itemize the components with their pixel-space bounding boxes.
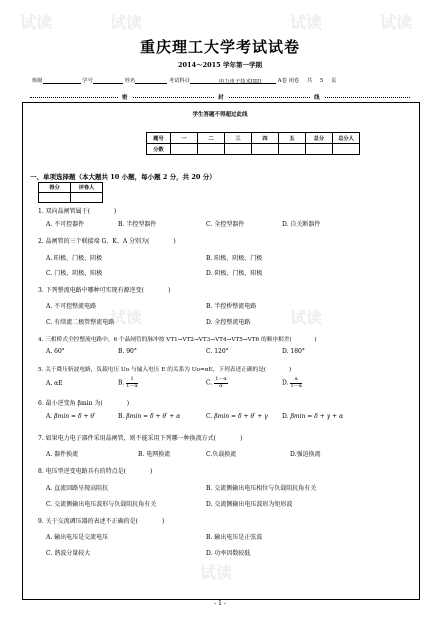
seal-line: [30, 94, 410, 100]
paper-type: A卷: [277, 78, 287, 84]
option[interactable]: A. 器件换流: [46, 451, 79, 458]
score-header: 三: [225, 133, 252, 144]
question-stem: 5. 关于降压斩波电路，负载电压 Uo 与输入电压 E 的关系为 Uo=αE，下列表述正确的是( ): [38, 367, 292, 373]
semester: 2014～2015 学年第一学期: [178, 61, 262, 69]
option[interactable]: D.强迫换流: [290, 451, 321, 458]
answer-notice: 学生答题不得超过此线: [192, 112, 248, 118]
score-header: 五: [279, 133, 306, 144]
option-label: C.: [206, 379, 213, 387]
option[interactable]: B. 电网换流: [138, 451, 171, 458]
option[interactable]: C. 门极、阴极、阳极: [46, 270, 103, 277]
option[interactable]: B. 交流侧输出电压相位与负载阻抗角有关: [206, 485, 317, 492]
question-stem: 6. 最小逆变角 βmin 为( ): [38, 400, 130, 407]
score-cell[interactable]: [306, 144, 333, 155]
option[interactable]: D. 功率因数较低: [206, 550, 251, 557]
question-stem: 3. 下列整流电路中哪种可实现有源逆变( ): [38, 287, 171, 294]
watermark: 试读: [110, 13, 143, 32]
page-count: 5: [319, 78, 324, 84]
score-cell[interactable]: [252, 144, 279, 155]
score-cell[interactable]: [333, 144, 360, 155]
page-number: - 1 -: [214, 600, 226, 607]
fraction: $\frac{1-\alpha}{\alpha}$: [215, 376, 227, 389]
option[interactable]: [206, 377, 228, 389]
name-field[interactable]: [135, 77, 167, 84]
option[interactable]: C.负载换流: [206, 451, 237, 458]
option-label: D.: [282, 379, 289, 387]
score-cell[interactable]: [171, 144, 198, 155]
grader-box: [38, 182, 103, 203]
score-header: 一: [171, 133, 198, 144]
class-field[interactable]: [43, 77, 81, 84]
pages-suffix: 页: [330, 78, 337, 84]
option[interactable]: A. 输出电压是交流电压: [46, 534, 109, 541]
option[interactable]: A. βmin = δ + θ′: [46, 413, 96, 420]
option[interactable]: C. βmin = δ + θ′ + γ: [206, 413, 268, 420]
option[interactable]: B. 90°: [118, 348, 137, 355]
watermark: 试读: [200, 563, 233, 582]
score-header: 二: [198, 133, 225, 144]
subject-value: 电力电子技术[III]: [204, 77, 276, 84]
fraction: $\frac{\alpha}{1-\alpha}$: [290, 376, 302, 389]
score-header: 总分人: [333, 133, 360, 144]
option[interactable]: B. 输出电压是正弦波: [206, 534, 263, 541]
option[interactable]: C. 全控型器件: [206, 221, 245, 228]
watermark: 试读: [380, 13, 413, 32]
score-cell[interactable]: [225, 144, 252, 155]
option[interactable]: B. βmin = δ + θ′ + α: [118, 413, 181, 420]
score-row-label: 分数: [147, 144, 171, 155]
question-stem: 2. 晶闸管的三个联接端 G、K、A 分别为( ): [38, 238, 176, 245]
grader-header: 评卷人: [71, 183, 103, 193]
option[interactable]: D. 交流侧输出电压波形为矩形波: [206, 501, 293, 508]
option[interactable]: C. 交流侧输出电压波形与负载阻抗角有关: [46, 501, 157, 508]
option[interactable]: B. 半控型器件: [118, 221, 157, 228]
option[interactable]: B. 阳极、阴极、门极: [206, 255, 263, 262]
option[interactable]: A. αE: [46, 380, 63, 387]
question-stem: 4. 三相桥式全控整流电路中，6 个晶闸管的脉冲按 VT1→VT2→VT3→VT4→VT5→VT6 的顺序相差( ): [38, 337, 317, 343]
option[interactable]: D. βmin = δ + γ + α: [282, 413, 344, 420]
question-stem: 7. 如果电力电子器件采用晶闸管，则不能采用下列哪一种换流方式( ): [38, 435, 243, 442]
watermark: 试读: [290, 13, 323, 32]
question-stem: 1. 双向晶闸管属于( ): [38, 208, 117, 215]
score-cell[interactable]: [198, 144, 225, 155]
watermark: 试读: [20, 13, 53, 32]
pages-prefix: 共: [306, 78, 313, 84]
option[interactable]: C. 120°: [206, 348, 229, 355]
option[interactable]: [282, 377, 302, 389]
seal-char: 封: [214, 93, 228, 101]
section-title: 一、单项选择题（本大题共 10 小题，每小题 2 分，共 20 分）: [30, 173, 216, 181]
option[interactable]: A. 60°: [46, 348, 65, 355]
class-label: 班级: [32, 78, 43, 84]
grader-header: 得分: [39, 183, 71, 193]
question-stem: 9. 关于交流调压器的表述不正确的是( ): [38, 518, 165, 525]
option[interactable]: B. 半控桥整流电路: [206, 303, 257, 310]
subject-label: 考试科目: [168, 78, 191, 84]
name-label: 姓名: [124, 78, 136, 84]
fraction: $\frac{1}{1-\alpha}$: [126, 376, 138, 389]
seal-char: 密: [118, 93, 132, 101]
option[interactable]: A. 阳极、门极、阴极: [46, 255, 103, 262]
option[interactable]: D. 全控整流电路: [206, 319, 251, 326]
exam-title: 重庆理工大学考试试卷: [139, 38, 300, 56]
watermark: 试读: [110, 308, 143, 327]
grader-cell[interactable]: [71, 193, 103, 203]
option[interactable]: A. 直流回路呈现高阻抗: [46, 485, 109, 492]
student-info-row: [32, 76, 336, 84]
option[interactable]: C. 有续流二极管整流电路: [46, 319, 115, 326]
option[interactable]: C. 谐波分量较大: [46, 550, 91, 557]
option-label: B.: [118, 379, 125, 387]
id-label: 学号: [82, 78, 93, 84]
option[interactable]: A. 不可控整流电路: [46, 303, 97, 310]
score-table: [146, 132, 360, 155]
id-field[interactable]: [93, 77, 123, 84]
grader-cell[interactable]: [39, 193, 71, 203]
exam-mode: 闭卷: [288, 78, 300, 84]
option[interactable]: D. 自关断器件: [282, 221, 321, 228]
option[interactable]: A. 不可控器件: [46, 221, 85, 228]
score-header: 四: [252, 133, 279, 144]
watermark: 试读: [290, 308, 323, 327]
seal-char: 线: [310, 93, 324, 101]
score-header: 总分: [306, 133, 333, 144]
option[interactable]: D. 阴极、门极、阳极: [206, 270, 263, 277]
score-header: 题号: [147, 133, 171, 144]
option[interactable]: D. 180°: [282, 348, 305, 355]
question-stem: 8. 电压型逆变电路具有的特点是( ): [38, 468, 153, 475]
score-cell[interactable]: [279, 144, 306, 155]
option[interactable]: [118, 377, 138, 389]
